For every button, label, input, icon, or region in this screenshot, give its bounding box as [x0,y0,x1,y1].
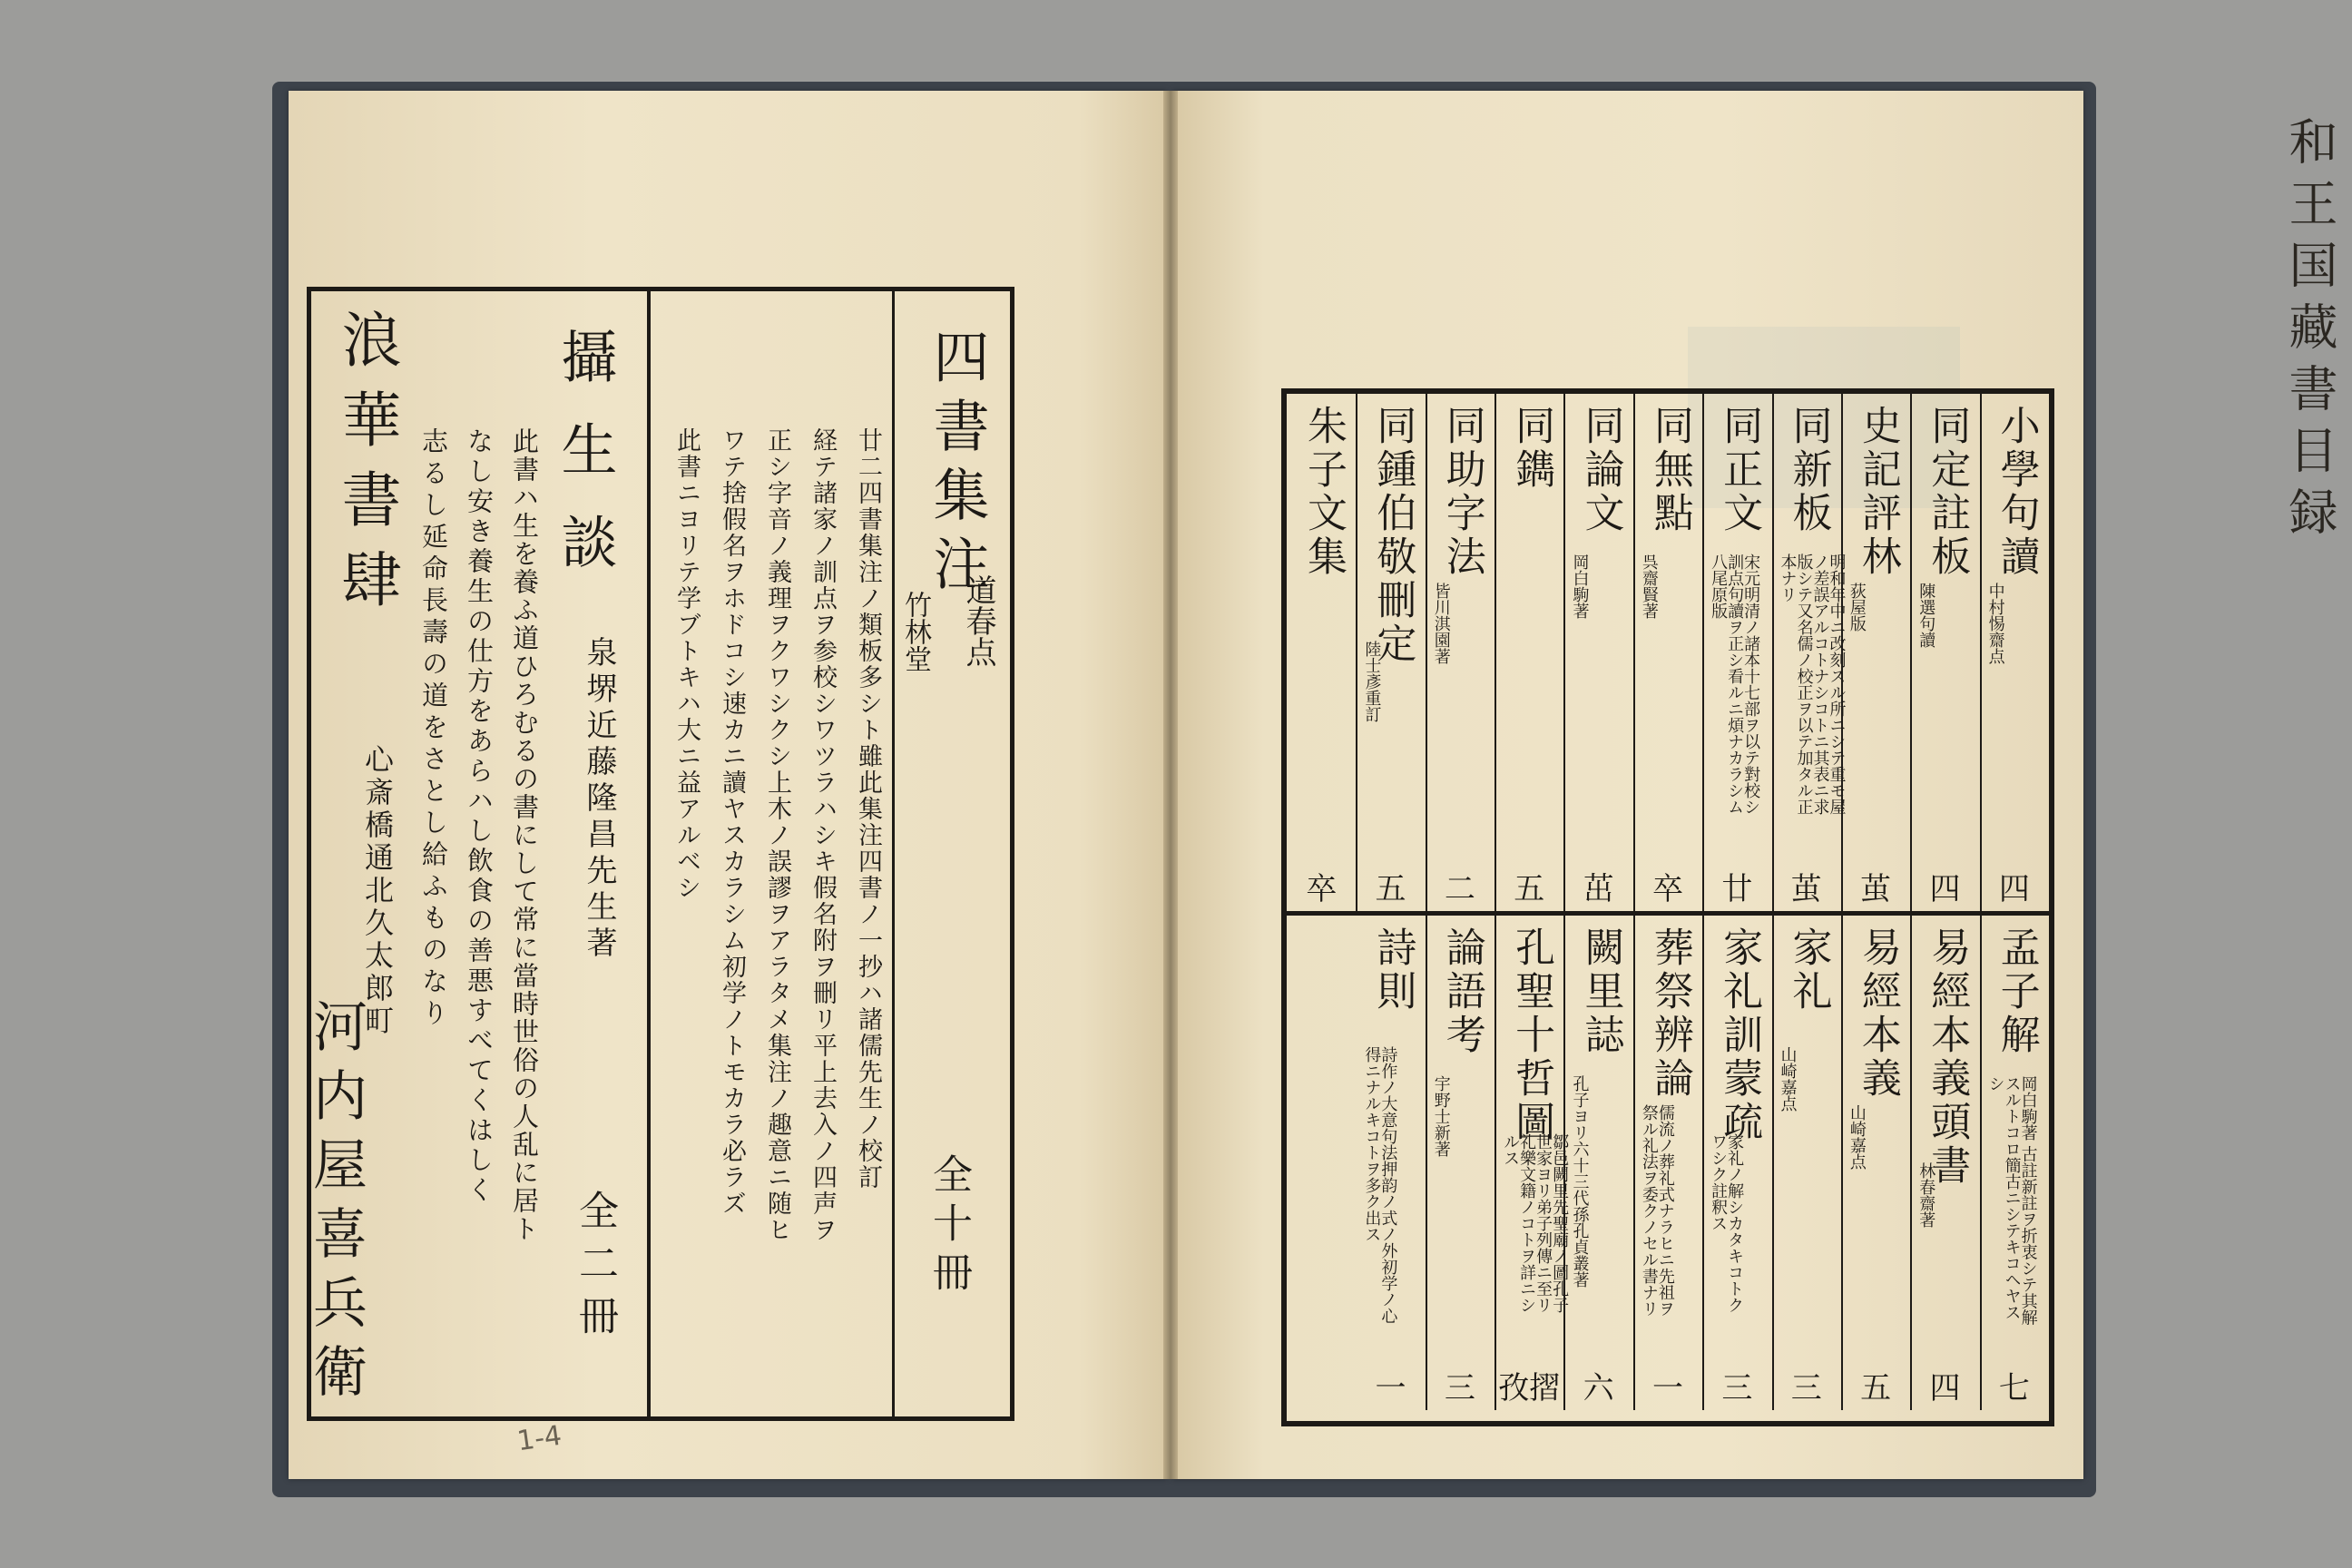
catalog-volume-count: 卒 [1306,871,1338,907]
book2-title: 攝生談 [552,328,618,605]
catalog-title: 同定註板 [1924,405,1971,579]
catalog-title: 葬祭辨論 [1646,926,1693,1101]
catalog-title: 朱子文集 [1300,405,1347,579]
catalog-note: 明和年中ニ改刻スル所ニシテ重モ屋ノ差誤アルコトナシコトニ其表ニ求版シテ又名儒ノ校正ヲ以テ加タル正本ナリ [1778,554,1847,815]
catalog-volume-count: 三 [1790,1370,1822,1406]
catalog-note: 陳選句讀 [1916,583,1936,648]
catalog-col-line [1772,916,1774,1410]
publisher-address: 心斎橋通北久太郎町 [360,744,395,1038]
catalog-volume-count: 一 [1652,1370,1683,1406]
catalog-volume-count: 四 [1929,871,1961,907]
catalog-note: 山崎嘉点 [1847,1104,1867,1170]
catalog-title: 孔聖十哲圖 [1508,926,1555,1144]
book1-annot-top: 道春点 [960,574,996,667]
catalog-volume-count: 四 [1929,1370,1961,1406]
catalog-title: 易經本義頭書 [1924,926,1971,1188]
catalog-title: 詩則 [1369,926,1416,1014]
catalog-volume-count: 四 [1998,871,2030,907]
catalog-col-line [1980,916,1982,1410]
catalog-note: 山崎嘉点 [1778,1046,1798,1112]
advert-divider [647,291,651,1416]
catalog-volume-count: 茁 [1583,871,1614,907]
book1-desc-a: 廿二四書集注ノ類板多シト雖此集注四書ノ一抄ハ諸儒先生ノ校訂 [854,427,882,1191]
catalog-col-line [1772,394,1774,911]
book1-annot-pub: 竹林堂 [899,591,931,672]
advert-frame [304,287,1014,1421]
book2-desc-c: 志るし延命長壽の道をさとし給ふものなり [418,427,449,1031]
catalog-note: 岡白駒著 [1570,554,1590,619]
catalog-note: 林春齋著 [1916,1162,1936,1228]
catalog-title: 同無點 [1646,405,1693,535]
publisher-name: 浪華書肆 [331,309,401,628]
catalog-col-line [1980,394,1982,911]
book2-author: 泉堺近藤隆昌先生著 [581,636,617,963]
catalog-title: 同鐫 [1508,405,1555,492]
catalog-volume-count: 孜摺 [1498,1370,1561,1406]
catalog-col-line [1494,394,1496,911]
catalog-note: 鄒邑闕里先聖廟ノ圖孔子世家ヨリ弟子列傳ニ至リ礼樂文籍ノコトヲ詳ニシルス [1501,1133,1570,1313]
catalog-volume-count: 五 [1860,1370,1892,1406]
catalog-volume-count: 卒 [1652,871,1683,907]
catalog-volume-count: 一 [1375,1370,1406,1406]
catalog-note: 宋元明清ノ諸本十七部ヲ以テ對校シ訓点句讀ヲ正シ看ルニ煩ナカラシム 八尾原版 [1709,554,1761,815]
book-gutter [1163,91,1178,1479]
catalog-volume-count: 廿 [1721,871,1753,907]
catalog-volume-count: 六 [1583,1370,1614,1406]
book2-desc-b: なし安き養生の仕方をあらハし飲食の善悪すべてくはしく [464,427,495,1206]
catalog-title: 孟子解 [1993,926,2040,1057]
book2-vols: 全二冊 [572,1190,618,1348]
catalog-title: 同論文 [1577,405,1624,535]
catalog-col-line [1702,916,1704,1410]
catalog-note: 家礼ノ解シカタキコトクワシク註釈ス [1709,1133,1745,1313]
catalog-title: 同正文 [1716,405,1763,535]
catalog-note: 陸士彥重訂 [1362,641,1382,722]
catalog-table [1281,388,2054,1426]
advert-divider-publisher [892,291,895,1416]
publisher-shop: 河内屋喜兵衛 [304,998,368,1412]
catalog-col-line [1633,394,1635,911]
catalog-title: 家礼 [1785,926,1832,1014]
catalog-col-line [1426,916,1427,1410]
catalog-col-line [1702,394,1704,911]
catalog-note: 岡白駒著 古註新註ヲ折衷シテ其解スルトコロ簡古ニシテキコヘヤスシ [1985,1075,2038,1326]
book1-desc-c: 正シ字音ノ義理ヲクワシクシ上木ノ誤謬ヲアラタメ集注ノ趣意ニ随ヒ [763,427,791,1243]
catalog-title: 同新板 [1785,405,1832,535]
catalog-volume-count: 七 [1998,1370,2030,1406]
catalog-col-line [1356,394,1357,911]
catalog-title: 同鍾伯敬刪定 [1369,405,1416,666]
catalog-col-line [1494,916,1496,1410]
book1-desc-e: 此書ニヨリテ学ブトキハ大ニ益アルベシ [672,427,701,901]
catalog-title: 闕里誌 [1577,926,1624,1057]
catalog-volume-count: 三 [1444,1370,1475,1406]
catalog-col-line [1426,394,1427,911]
catalog-note: 詩作ノ大意句法押韵ノ式ノ外初学ノ心得ニナルキコトヲ多ク出ス [1362,1046,1398,1324]
catalog-title: 易經本義 [1854,926,1901,1101]
catalog-note: 孔子ヨリ六十三代孫孔貞叢著 [1570,1075,1590,1288]
catalog-note: 皆川淇園著 [1431,583,1451,664]
catalog-col-line [1910,394,1912,911]
catalog-col-line [1841,916,1843,1410]
catalog-col-line [1633,916,1635,1410]
catalog-title: 論語考 [1438,926,1485,1057]
catalog-header: 和王国藏書目録 [2281,116,2338,548]
catalog-col-line [1910,916,1912,1410]
book1-title: 四書集注 [924,328,990,603]
book1-desc-d: ワテ捨假名ヲホドコシ速カニ讀ヤスカラシム初学ノトモカラ必ラズ [718,427,746,1217]
catalog-note: 儒流ノ葬礼式ナラヒニ先祖ヲ祭ル礼法ヲ委クノセル書ナリ [1639,1104,1675,1317]
catalog-volume-count: 茧 [1790,871,1822,907]
catalog-title: 家礼訓蒙疏 [1716,926,1763,1144]
catalog-note: 荻屋版 [1847,583,1867,632]
catalog-note: 呉齋賢著 [1639,554,1659,619]
catalog-col-line [1563,394,1565,911]
book2-desc-a: 此書ハ生を養ふ道ひろむるの書にして常に當時世俗の人乱に居ト [509,427,540,1243]
catalog-volume-count: 二 [1444,871,1475,907]
catalog-row-divider [1287,911,2049,916]
catalog-note: 中村惕齋点 [1985,583,2005,664]
catalog-volume-count: 茧 [1860,871,1892,907]
catalog-note: 宇野士新著 [1431,1075,1451,1157]
catalog-volume-count: 五 [1514,871,1545,907]
book1-desc-b: 経テ諸家ノ訓点ヲ参校シワツラハシキ假名附ヲ刪リ平上去入ノ四声ヲ [808,427,837,1243]
pencil-note: 1-4 [514,1419,564,1458]
catalog-title: 小學句讀 [1993,405,2040,579]
catalog-volume-count: 五 [1375,871,1406,907]
catalog-title: 史記評林 [1854,405,1901,579]
catalog-title: 同助字法 [1438,405,1485,579]
book1-vols: 全十冊 [926,1153,972,1300]
catalog-volume-count: 三 [1721,1370,1753,1406]
